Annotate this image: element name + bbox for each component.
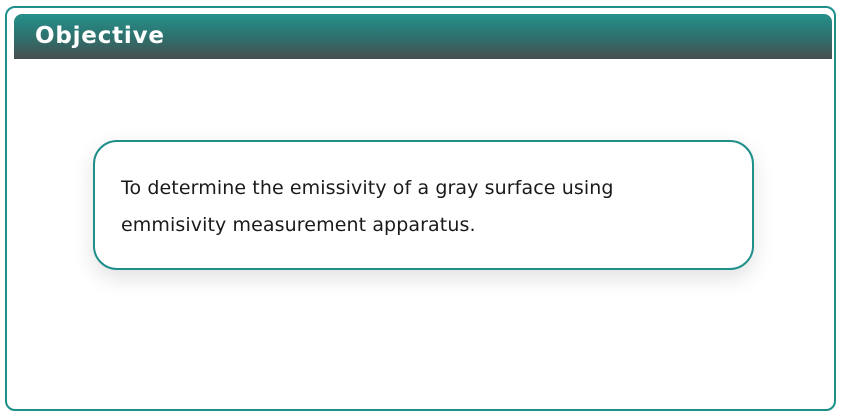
page-title: Objective (35, 23, 165, 49)
objective-panel (5, 6, 836, 411)
objective-text-line-1: To determine the emissivity of a gray surface using (121, 177, 614, 199)
objective-card (93, 140, 754, 270)
panel-header (14, 14, 832, 59)
objective-text (121, 170, 711, 244)
objective-text-line-2: emmisivity measurement apparatus. (121, 214, 476, 236)
